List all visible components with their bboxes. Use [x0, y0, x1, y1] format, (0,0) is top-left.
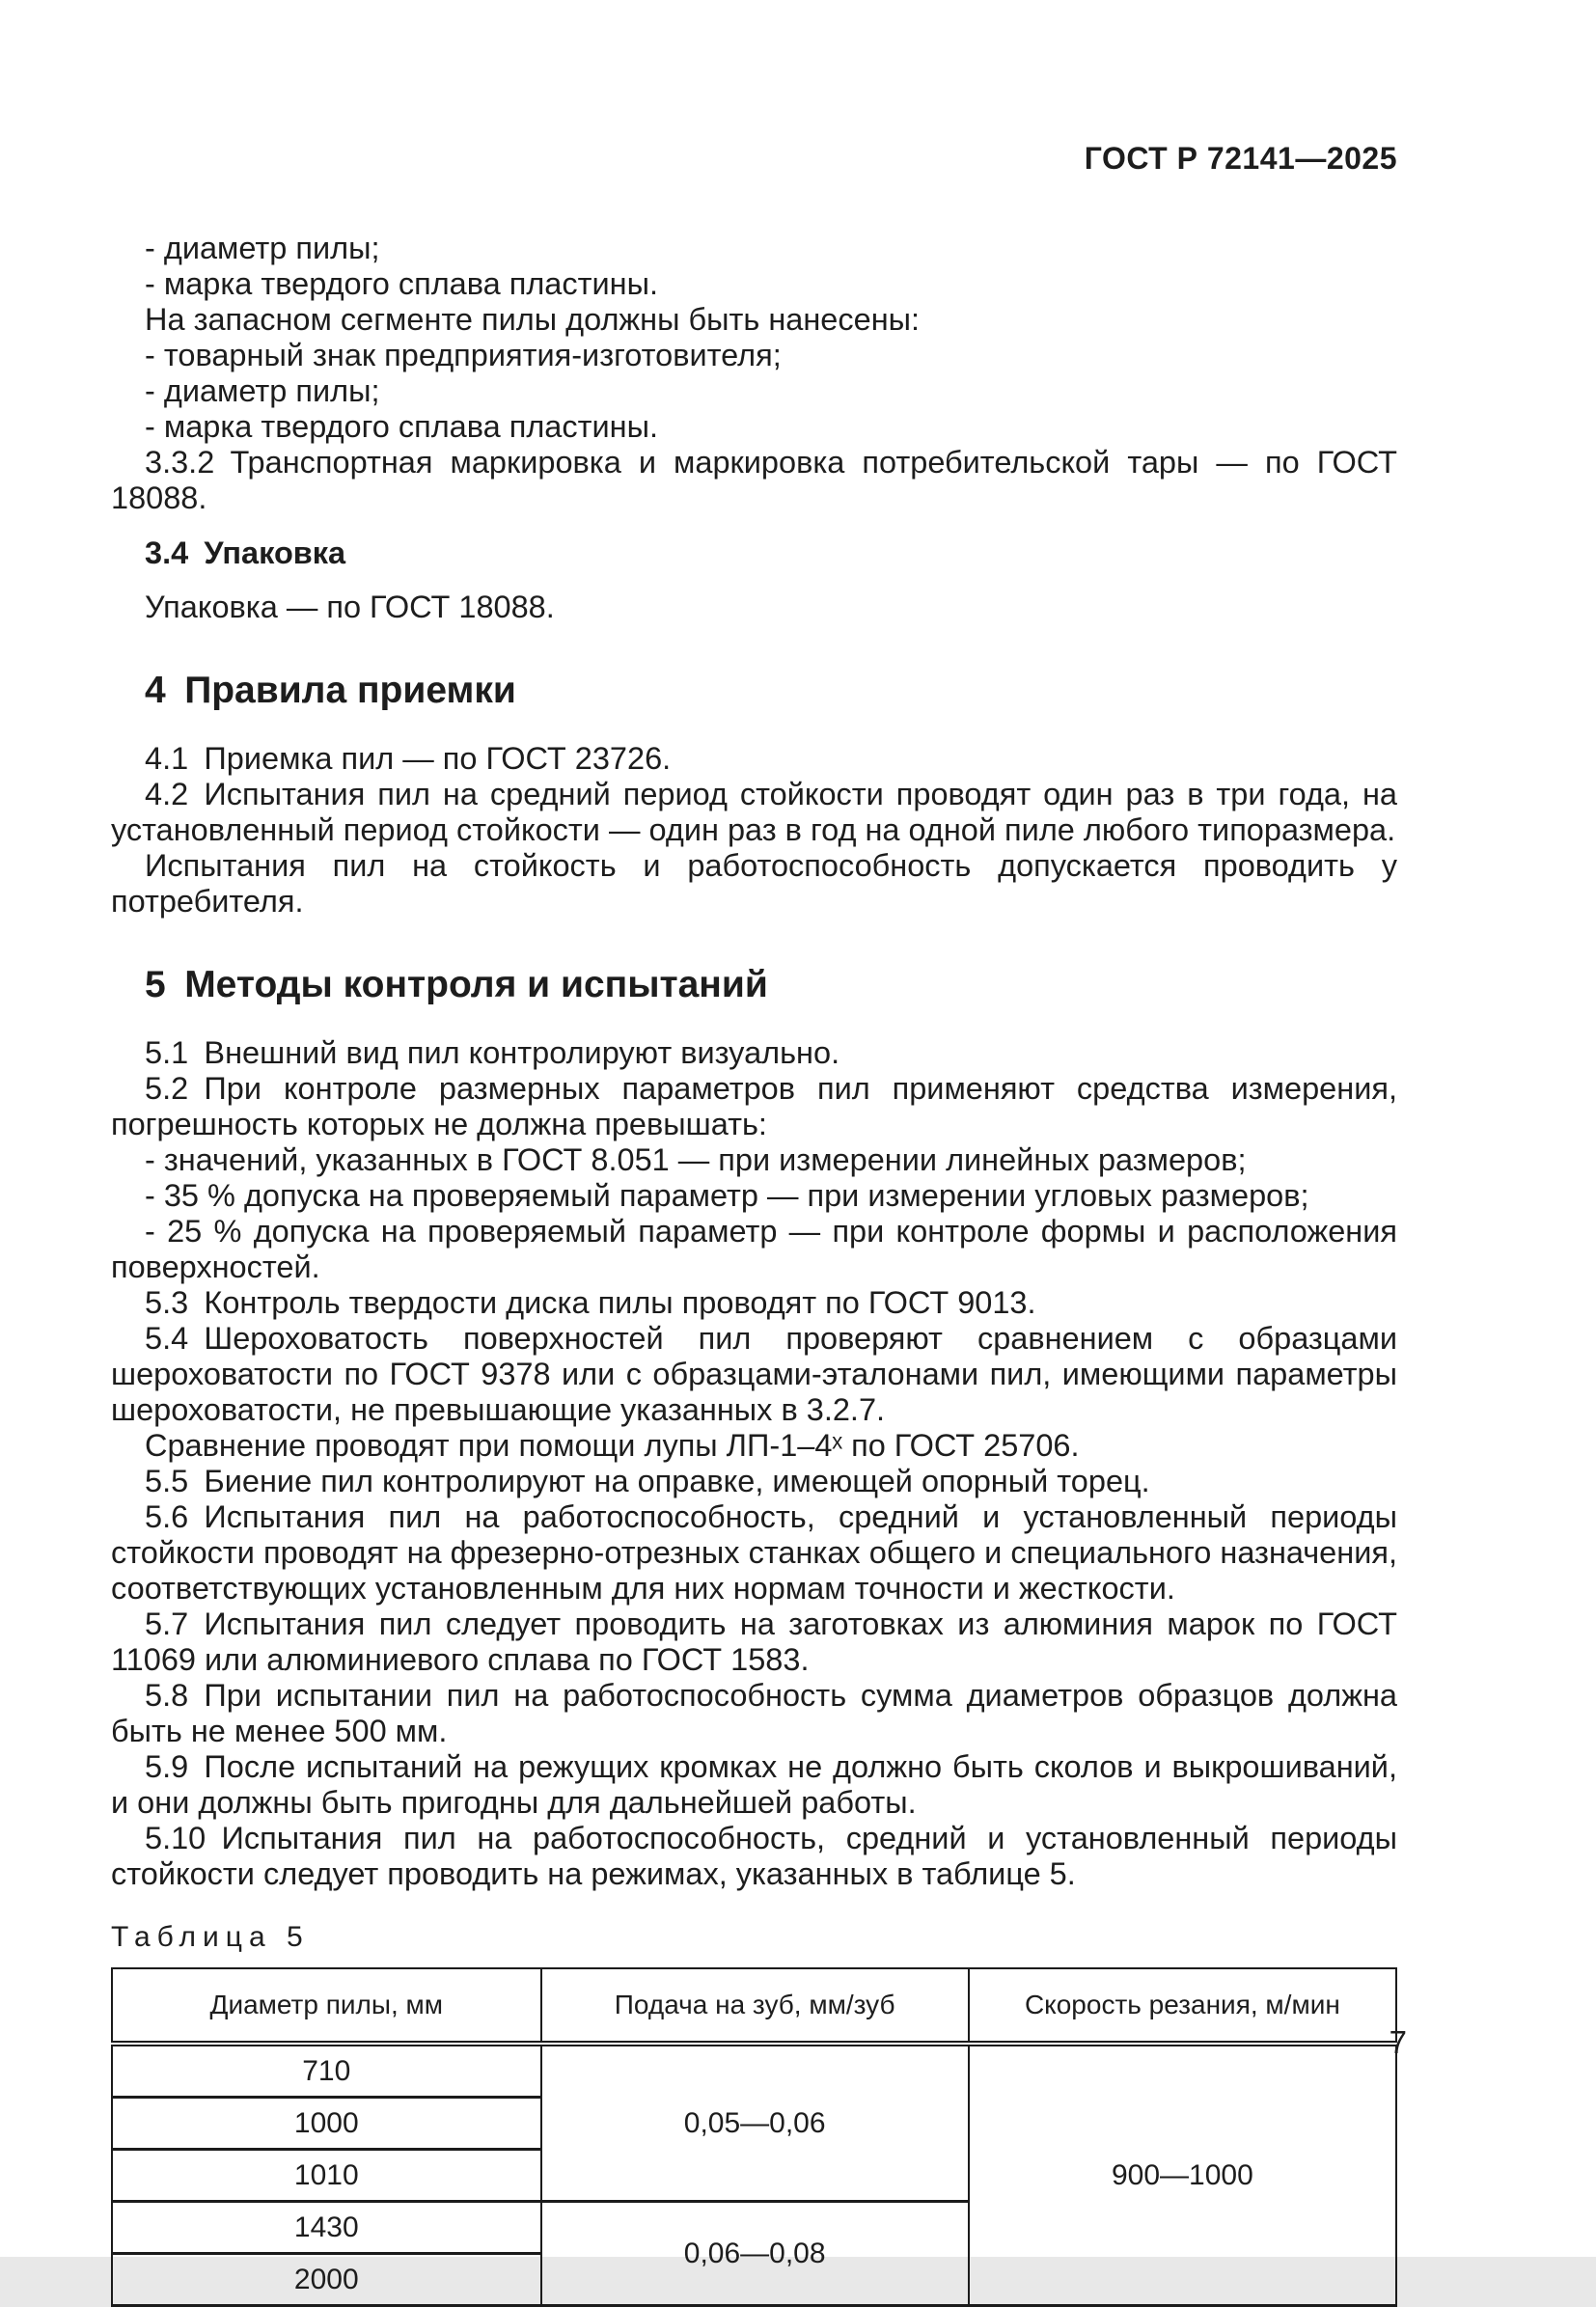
clause-5-2-list-item: - значений, указанных в ГОСТ 8.051 — при измерении линейных размеров; — [145, 1142, 1247, 1177]
diameter-cell: 710 — [112, 2044, 541, 2098]
diameter-cell: 1000 — [112, 2098, 541, 2150]
page-number: 7 — [1389, 2024, 1407, 2060]
clause-5-3: 5.3 Контроль твердости диска пилы проводят по ГОСТ 9013. — [145, 1285, 1036, 1320]
spare-segment-list-item: - марка твердого сплава пластины. — [145, 409, 659, 444]
body-text-block — [111, 231, 1397, 2307]
clause-5-2: 5.2 При контроле размерных параметров пил применяют средства измерения, погрешность которых не должна превышать: — [111, 1071, 1397, 1141]
spare-segment-list-item: - товарный знак предприятия-изготовителя; — [145, 338, 782, 372]
clause-5-4-note: Сравнение проводят при помощи лупы ЛП-1–4ˣ по ГОСТ 25706. — [145, 1428, 1080, 1463]
diameter-cell: 1010 — [112, 2150, 541, 2202]
column-header-diameter: Диаметр пилы, мм — [112, 1968, 541, 2044]
clause-5-10: 5.10 Испытания пил на работоспособность, средний и установленный периоды стойкости следует проводить на режимах, указанных в таблице 5. — [111, 1821, 1397, 1891]
packaging-text: Упаковка — по ГОСТ 18088. — [145, 590, 555, 624]
spare-segment-list-item: - диаметр пилы; — [145, 373, 380, 408]
column-header-speed: Скорость резания, м/мин — [969, 1968, 1396, 2044]
marking-list-item: - марка твердого сплава пластины. — [145, 266, 659, 301]
feed-cell: 0,05—0,06 — [541, 2044, 969, 2202]
table-5 — [111, 1967, 1397, 2307]
clause-5-5: 5.5 Биение пил контролируют на оправке, имеющей опорный торец. — [145, 1464, 1150, 1498]
clause-5-1: 5.1 Внешний вид пил контролируют визуально. — [145, 1035, 840, 1070]
diameter-cell: 1430 — [112, 2202, 541, 2254]
clause-5-6: 5.6 Испытания пил на работоспособность, средний и установленный периоды стойкости проводят на фрезерно-отрезных станках общего и специального назначения, соответствующих установленным для них нормам точности и жесткости. — [111, 1499, 1397, 1606]
clause-3-3-2: 3.3.2 Транспортная маркировка и маркировка потребительской тары — по ГОСТ 18088. — [111, 445, 1397, 515]
speed-cell: 900—1000 — [969, 2044, 1396, 2306]
clause-5-8: 5.8 При испытании пил на работоспособность сумма диаметров образцов должна быть не менее 500 мм. — [111, 1678, 1397, 1748]
diameter-cell: 2000 — [112, 2254, 541, 2306]
clause-5-2-list-item: - 25 % допуска на проверяемый параметр — при контроле формы и расположения поверхностей. — [111, 1214, 1397, 1284]
heading-3-4-packaging: 3.4 Упаковка — [145, 536, 346, 570]
clause-5-2-list-item: - 35 % допуска на проверяемый параметр — при измерении угловых размеров; — [145, 1178, 1309, 1213]
clause-5-9: 5.9 После испытаний на режущих кромках не должно быть сколов и выкрошиваний, и они должны быть пригодны для дальнейшей работы. — [111, 1749, 1397, 1820]
marking-list-item: - диаметр пилы; — [145, 231, 380, 265]
column-header-feed: Подача на зуб, мм/зуб — [541, 1968, 969, 2044]
clause-4-1: 4.1 Приемка пил — по ГОСТ 23726. — [145, 741, 672, 776]
section-4-heading: 4 Правила приемки — [145, 670, 516, 711]
section-5-heading: 5 Методы контроля и испытаний — [145, 964, 768, 1005]
clause-4-2: 4.2 Испытания пил на средний период стойкости проводят один раз в три года, на установленный период стойкости — один раз в год на одной пиле любого типоразмера. — [111, 777, 1397, 847]
clause-4-2-note: Испытания пил на стойкость и работоспособность допускается проводить у потребителя. — [111, 848, 1397, 919]
page-content — [111, 0, 1397, 2307]
table-5-label: Таблица 5 — [111, 1921, 310, 1953]
clause-5-7: 5.7 Испытания пил следует проводить на заготовках из алюминия марок по ГОСТ 11069 или алюминиевого сплава по ГОСТ 1583. — [111, 1607, 1397, 1677]
spare-segment-intro: На запасном сегменте пилы должны быть нанесены: — [145, 302, 921, 337]
document-number-header: ГОСТ Р 72141—2025 — [1084, 141, 1397, 176]
table-header-row — [112, 1968, 1396, 2044]
table-row — [112, 2044, 1396, 2098]
feed-cell: 0,06—0,08 — [541, 2202, 969, 2306]
clause-5-4: 5.4 Шероховатость поверхностей пил проверяют сравнением с образцами шероховатости по ГОСТ 9378 или с образцами-эталонами пил, имеющими параметры шероховатости, не превышающие указанных в 3.2.7. — [111, 1321, 1397, 1427]
